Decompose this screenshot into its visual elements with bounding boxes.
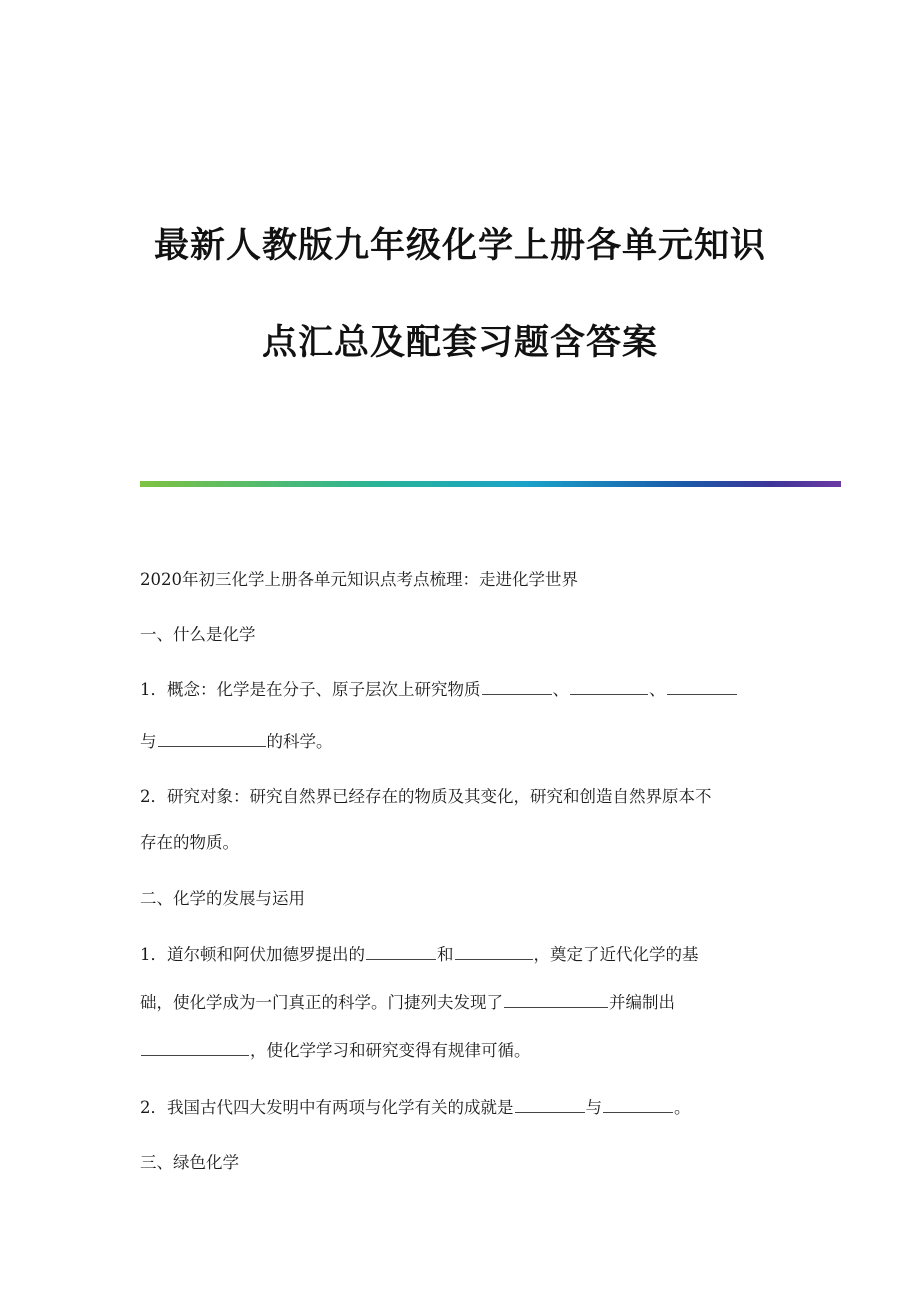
page-title-line-1: 最新人教版九年级化学上册各单元知识	[153, 226, 766, 266]
fill-blank[interactable]	[570, 678, 648, 695]
fill-blank[interactable]	[603, 1096, 673, 1113]
s1-item2-line2: 存在的物质。	[140, 833, 239, 852]
separator: 、	[649, 680, 666, 699]
s2-item2-mid: 与	[585, 1098, 602, 1117]
s2-item2-prefix: 2．我国古代四大发明中有两项与化学有关的成就是	[140, 1098, 514, 1117]
fill-blank[interactable]	[667, 678, 737, 695]
fill-blank[interactable]	[482, 678, 552, 695]
separator: 、	[552, 680, 569, 699]
section-heading-1: 一、什么是化学	[140, 625, 256, 644]
s2-item1-prefix: 1．道尔顿和阿伏加德罗提出的	[140, 945, 365, 964]
fill-blank[interactable]	[455, 943, 533, 960]
s2-item1-line2	[140, 991, 675, 1015]
intro-heading: 2020年初三化学上册各单元知识点考点梳理：走进化学世界	[140, 570, 578, 589]
s1-item1-line1	[140, 678, 738, 702]
section-heading-2: 二、化学的发展与运用	[140, 889, 305, 908]
section-heading-3: 三、绿色化学	[140, 1153, 239, 1172]
gradient-divider	[140, 481, 841, 487]
s1-item1-line2	[140, 730, 333, 754]
s1-item1-line2-suffix: 的科学。	[266, 732, 333, 751]
fill-blank[interactable]	[158, 730, 266, 747]
s2-item1-mid: 和	[437, 945, 454, 964]
page-title-line-2: 点汇总及配套习题含答案	[261, 323, 658, 363]
s2-item1-line1	[140, 943, 699, 967]
fill-blank[interactable]	[141, 1039, 249, 1056]
s2-item2-line1	[140, 1096, 691, 1120]
s1-item1-line2-prefix: 与	[140, 732, 157, 751]
s2-item1-line2-prefix: 础，使化学成为一门真正的科学。门捷列夫发现了	[140, 993, 503, 1012]
s2-item1-suffix: ，奠定了近代化学的基	[533, 945, 699, 964]
s2-item1-line3	[140, 1039, 531, 1063]
s2-item2-suffix: 。	[674, 1098, 691, 1117]
s1-item2-line1: 2．研究对象：研究自然界已经存在的物质及其变化，研究和创造自然界原本不	[140, 787, 712, 806]
fill-blank[interactable]	[504, 991, 608, 1008]
fill-blank[interactable]	[515, 1096, 585, 1113]
s2-item1-line2-suffix: 并编制出	[609, 993, 675, 1012]
s1-item1-text: 1．概念：化学是在分子、原子层次上研究物质	[140, 680, 481, 699]
s2-item1-line3-suffix: ，使化学学习和研究变得有规律可循。	[250, 1041, 531, 1060]
fill-blank[interactable]	[366, 943, 436, 960]
